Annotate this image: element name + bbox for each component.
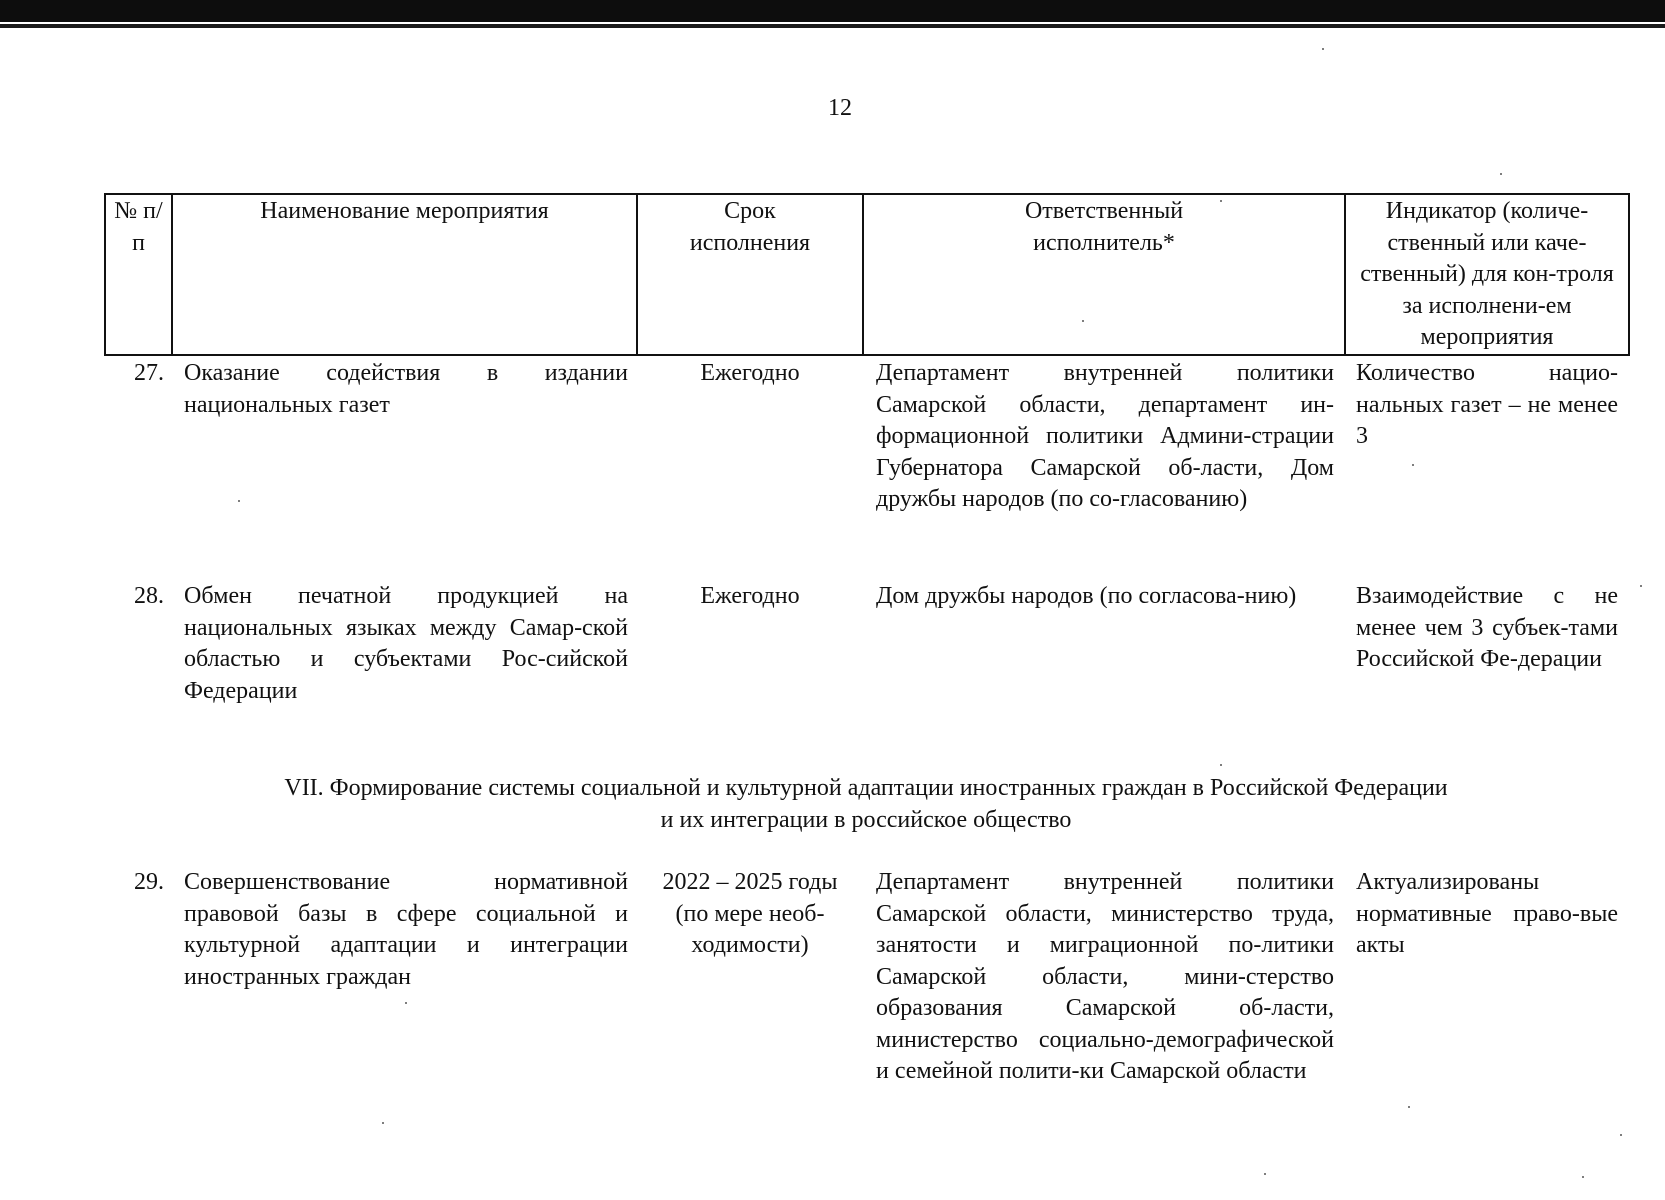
event-name: Совершенствование нормативной правовой базы в сфере социальной и культурной адаптации и интеграции иностранных граждан: [184, 869, 628, 990]
scan-edge-line: [0, 24, 1665, 28]
event-responsible: Департамент внутренней политики Самарской области, департамент ин-формационной политики Админи-страции Губернатора Самарской об-ласти, Дом дружбы народов (по со-гласованию): [876, 360, 1334, 512]
header-term: Срок исполнения: [637, 194, 863, 355]
section-title: [104, 773, 1628, 836]
scan-speck: [1082, 320, 1084, 322]
event-term: 2022 – 2025 годы (по мере необ-ходимости): [662, 869, 838, 958]
section-title-line2: и их интеграции в российское общество: [660, 806, 1072, 833]
scan-speck: [1582, 1176, 1584, 1178]
scan-speck: [1264, 1173, 1266, 1175]
table-header: [104, 193, 1628, 356]
scan-speck: [1322, 48, 1324, 50]
header-indicator: Индикатор (количе-ственный или каче-ственный) для кон-троля за исполнени-ем мероприятия: [1345, 194, 1629, 355]
event-term: Ежегодно: [700, 360, 800, 386]
section-title-line1: VII. Формирование системы социальной и культурной адаптации иностранных граждан в Российской Федерации: [284, 775, 1448, 801]
scan-speck: [1620, 1134, 1622, 1136]
scan-speck: [1408, 1106, 1410, 1108]
scan-speck: [382, 1122, 384, 1124]
row-number: 27.: [134, 360, 164, 386]
scan-speck: [1640, 585, 1642, 587]
header-responsible: Ответственный исполнитель*: [863, 194, 1345, 355]
event-indicator: Актуализированы нормативные право-вые акты: [1356, 869, 1618, 958]
scan-speck: [1220, 200, 1222, 202]
event-indicator: Количество нацио-нальных газет – не менее 3: [1356, 360, 1618, 449]
header-num: № п/п: [105, 194, 172, 355]
scan-speck: [405, 1002, 407, 1004]
scan-speck: [238, 500, 240, 502]
row-number: 28.: [134, 583, 164, 609]
page-number: 12: [828, 95, 852, 121]
event-name: Оказание содействия в издании национальных газет: [184, 360, 628, 418]
scan-speck: [1500, 173, 1502, 175]
row-number: 29.: [134, 869, 164, 895]
event-indicator: Взаимодействие с не менее чем 3 субъек-тами Российской Фе-дерации: [1356, 583, 1618, 672]
scan-speck: [1220, 764, 1222, 766]
event-responsible: Дом дружбы народов (по согласова-нию): [876, 583, 1297, 609]
event-term: Ежегодно: [700, 583, 800, 609]
event-responsible: Департамент внутренней политики Самарской области, министерство труда, занятости и миграционной по-литики Самарской области, мини-стерство образования Самарской об-ласти, министерство социально-демографической и семейной полити-ки Самарской области: [876, 869, 1334, 1084]
event-name: Обмен печатной продукцией на национальных языках между Самар-ской областью и субъектами Рос-сийской Федерации: [184, 583, 628, 704]
scan-speck: [1412, 464, 1414, 466]
header-name: Наименование мероприятия: [172, 194, 637, 355]
